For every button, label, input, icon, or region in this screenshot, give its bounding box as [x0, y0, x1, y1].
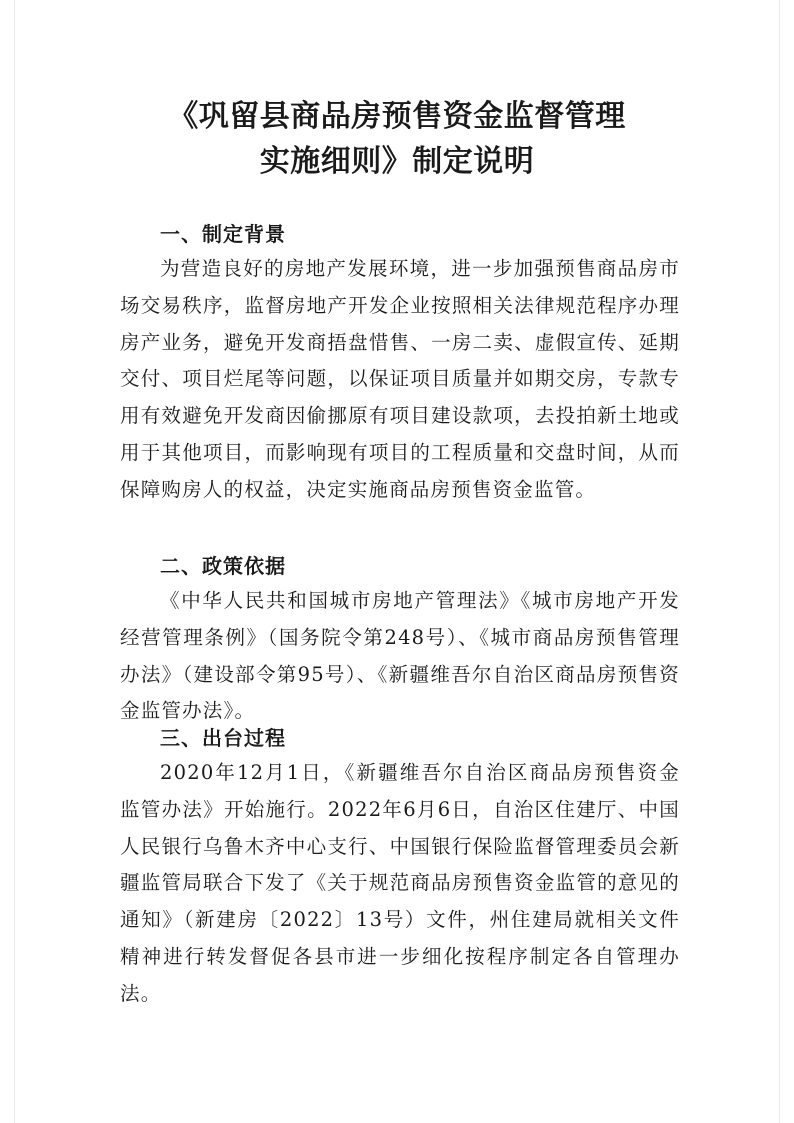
- document-title: [0, 96, 794, 183]
- section-paragraph-process: 2020年12月1日，《新疆维吾尔自治区商品房预售资金监管办法》开始施行。2022年6月6日，自治区住建厅、中国人民银行乌鲁木齐中心支行、中国银行保险监督管理委员会新疆监管局联合下发了《关于规范商品房预售资金监管的意见的通知》（新建房〔2022〕13号）文件，州住建局就相关文件精神进行转发督促各县市进一步细化按程序制定各自管理办法。: [120, 761, 680, 1005]
- section-heading-background: 一、制定背景: [160, 222, 286, 246]
- section-paragraph-background: 为营造良好的房地产发展环境，进一步加强预售商品房市场交易秩序，监督房地产开发企业按照相关法律规范程序办理房产业务，避免开发商捂盘惜售、一房二卖、虚假宣传、延期交付、项目烂尾等问题，以保证项目质量并如期交房，专款专用有效避免开发商因偷挪原有项目建设款项，去投拍新土地或用于其他项目，而影响现有项目的工程质量和交盘时间，从而保障购房人的权益，决定实施商品房预售资金监管。: [120, 257, 680, 501]
- section-background: [120, 217, 680, 509]
- section-heading-policy-basis: 二、政策依据: [160, 554, 286, 578]
- section-paragraph-policy-basis: 《中华人民共和国城市房地产管理法》《城市房地产开发经营管理条例》（国务院令第248号）、《城市商品房预售管理办法》（建设部令第95号）、《新疆维吾尔自治区商品房预售资金监管办法》。: [120, 589, 680, 723]
- section-policy-basis: [120, 549, 680, 730]
- title-line-2: 实施细则》制定说明: [259, 144, 535, 179]
- section-heading-process: 三、出台过程: [160, 726, 286, 750]
- title-line-1: 《巩留县商品房预售资金监督管理: [168, 99, 626, 134]
- section-process: [120, 721, 680, 1013]
